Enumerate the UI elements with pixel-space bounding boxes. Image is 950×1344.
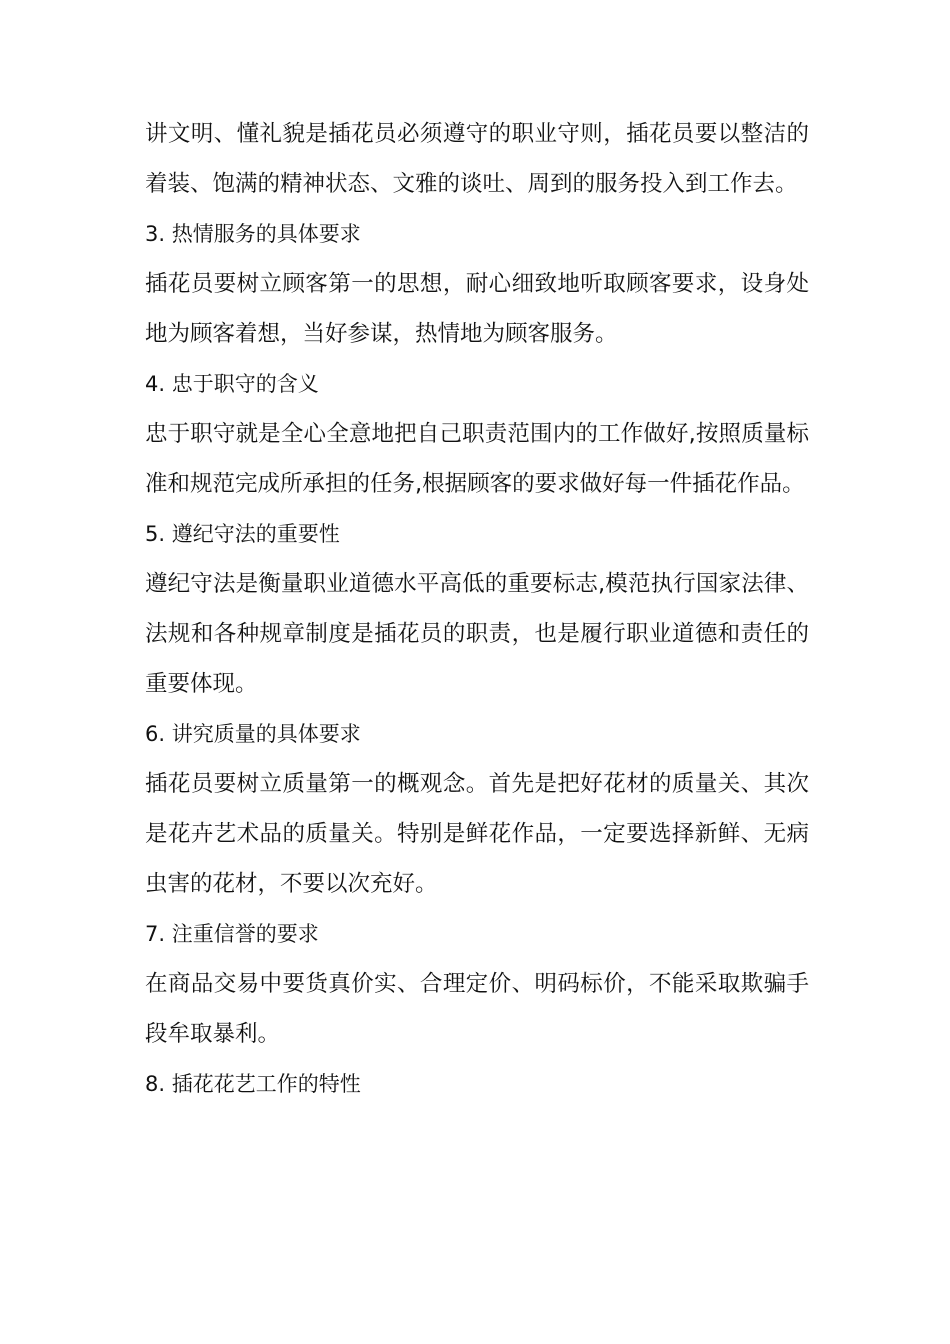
heading-quality: 6. 讲究质量的具体要求 xyxy=(145,722,361,746)
heading-loyalty-to-duty: 4. 忠于职守的含义 xyxy=(145,372,319,396)
paragraph-quality: 插花员要树立质量第一的概观念。首先是把好花材的质量关、其次是花卉艺术品的质量关。特别是鲜花作品，一定要选择新鲜、无病虫害的花材，不要以次充好。 xyxy=(145,771,809,897)
paragraph-civility: 讲文明、懂礼貌是插花员必须遵守的职业守则，插花员要以整洁的着装、饱满的精神状态、文雅的谈吐、周到的服务投入到工作去。 xyxy=(145,121,809,197)
document-body xyxy=(145,109,809,1109)
heading-law-abiding: 5. 遵纪守法的重要性 xyxy=(145,522,340,546)
paragraph-loyalty-to-duty: 忠于职守就是全心全意地把自己职责范围内的工作做好,按照质量标准和规范完成所承担的任务,根据顾客的要求做好每一件插花作品。 xyxy=(145,421,809,497)
heading-credibility: 7. 注重信誉的要求 xyxy=(145,922,319,946)
paragraph-enthusiastic-service: 插花员要树立顾客第一的思想，耐心细致地听取顾客要求，设身处地为顾客着想，当好参谋，热情地为顾客服务。 xyxy=(145,271,809,347)
heading-work-characteristics: 8. 插花花艺工作的特性 xyxy=(145,1072,361,1096)
paragraph-credibility: 在商品交易中要货真价实、合理定价、明码标价，不能采取欺骗手段牟取暴利。 xyxy=(145,971,809,1047)
heading-enthusiastic-service: 3. 热情服务的具体要求 xyxy=(145,222,361,246)
paragraph-law-abiding: 遵纪守法是衡量职业道德水平高低的重要标志,模范执行国家法律、法规和各种规章制度是插花员的职责，也是履行职业道德和责任的重要体现。 xyxy=(145,571,809,697)
